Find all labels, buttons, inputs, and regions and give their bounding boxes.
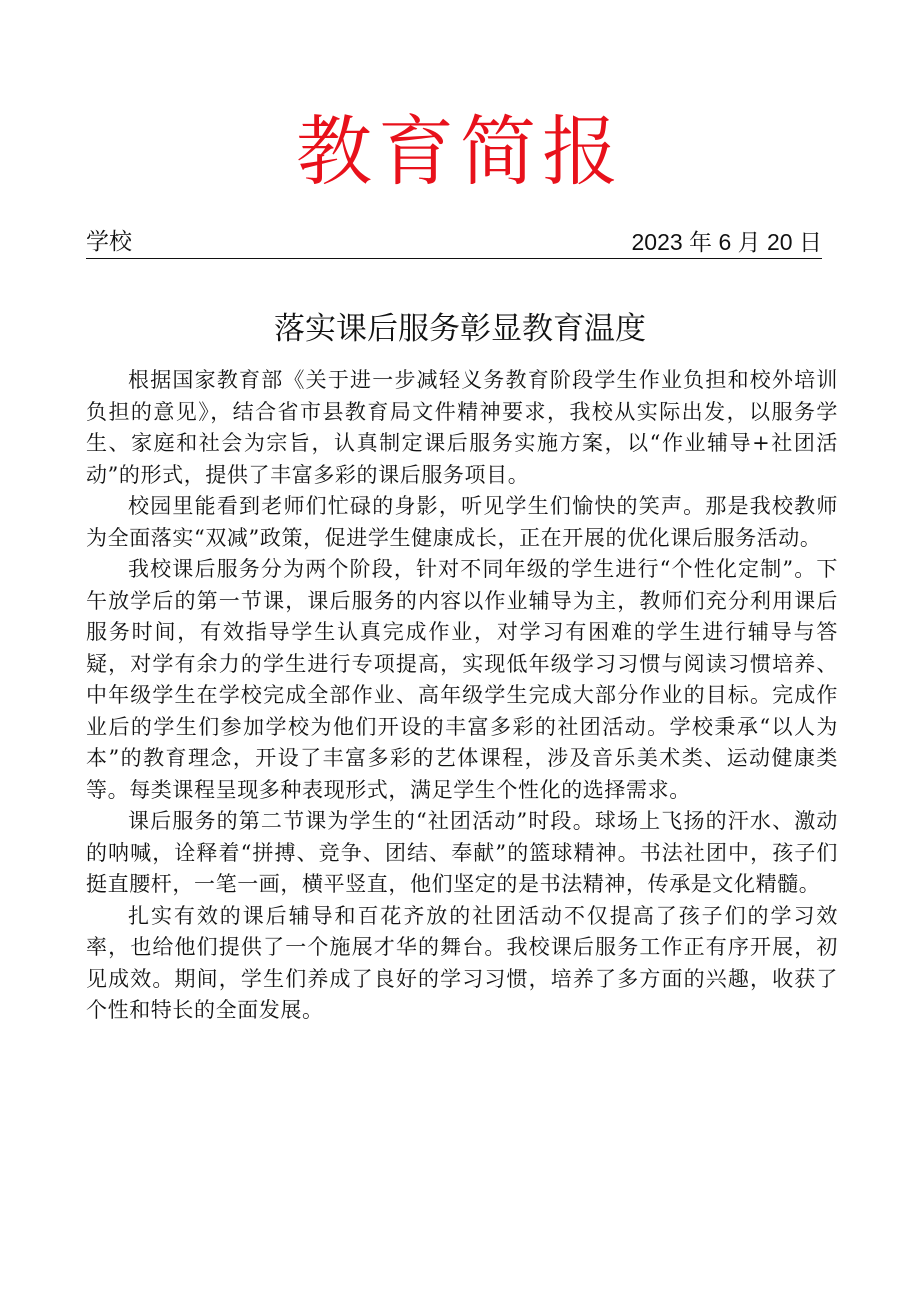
article-paragraph: 我校课后服务分为两个阶段，针对不同年级的学生进行“个性化定制”。下午放学后的第一节课，课后服务的内容以作业辅导为主，教师们充分利用课后服务时间，有效指导学生认真完成作业，对学习有困难的学生进行辅导与答疑，对学有余力的学生进行专项提高，实现低年级学习习惯与阅读习惯培养、中年级学生在学校完成全部作业、高年级学生完成大部分作业的目标。完成作业后的学生们参加学校为他们开设的丰富多彩的社团活动。学校秉承“以人为本”的教育理念，开设了丰富多彩的艺体课程，涉及音乐美术类、运动健康类等。每类课程呈现多种表现形式，满足学生个性化的选择需求。 — [86, 557, 838, 802]
issue-date: 2023 年 6 月 20 日 — [631, 229, 822, 255]
bulletin-meta-row — [86, 226, 822, 259]
article-body — [86, 365, 838, 1027]
article-paragraph: 校园里能看到老师们忙碌的身影，听见学生们愉快的笑声。那是我校教师为全面落实“双减”政策，促进学生健康成长，正在开展的优化课后服务活动。 — [86, 494, 838, 550]
school-label: 学校 — [86, 229, 132, 255]
article-paragraph: 扎实有效的课后辅导和百花齐放的社团活动不仅提高了孩子们的学习效率，也给他们提供了一个施展才华的舞台。我校课后服务工作正有序开展，初见成效。期间，学生们养成了良好的学习习惯，培养了多方面的兴趣，收获了个性和特长的全面发展。 — [86, 903, 838, 1022]
bulletin-masthead: 教育简报 — [296, 107, 624, 196]
article-paragraph: 根据国家教育部《关于进一步减轻义务教育阶段学生作业负担和校外培训负担的意见》，结合省市县教育局文件精神要求，我校从实际出发，以服务学生、家庭和社会为宗旨，认真制定课后服务实施方案，以“作业辅导+社团活动”的形式，提供了丰富多彩的课后服务项目。 — [86, 368, 838, 487]
article-title: 落实课后服务彰显教育温度 — [274, 310, 646, 347]
article-paragraph: 课后服务的第二节课为学生的“社团活动”时段。球场上飞扬的汗水、激动的呐喊，诠释着“拼搏、竞争、团结、奉献”的篮球精神。书法社团中，孩子们挺直腰杆，一笔一画，横平竖直，他们坚定的是书法精神，传承是文化精髓。 — [86, 809, 838, 896]
